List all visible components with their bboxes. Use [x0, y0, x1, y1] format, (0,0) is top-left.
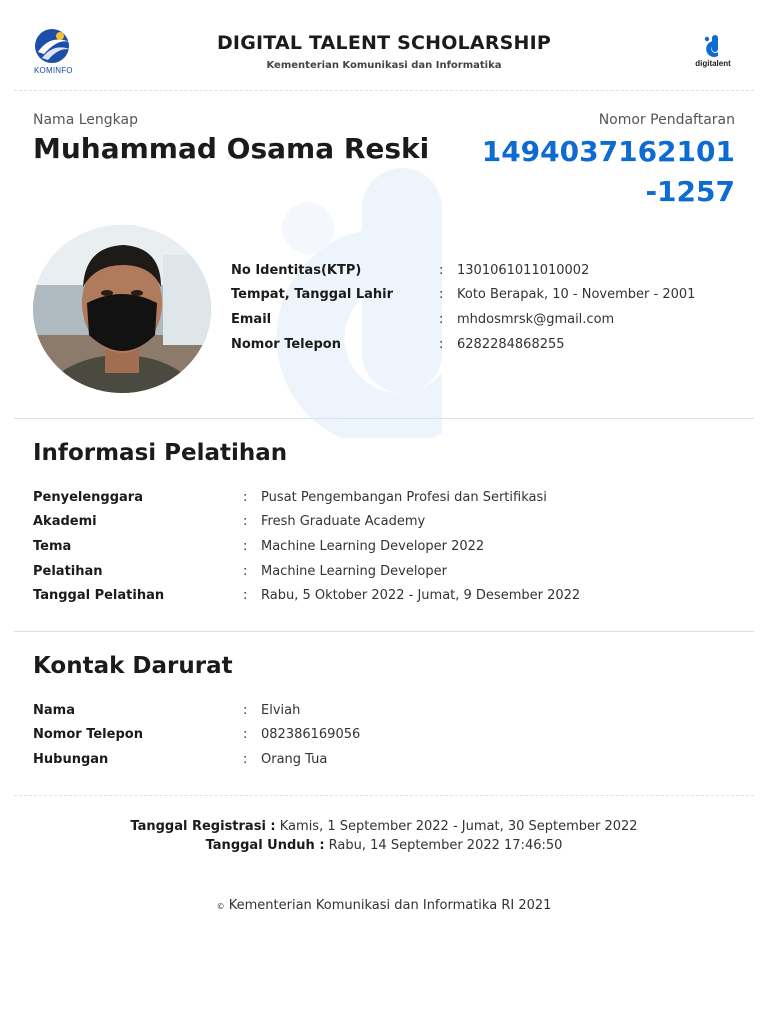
field-label: Hubungan — [33, 751, 109, 767]
download-date — [0, 838, 768, 853]
registration-date-value: Kamis, 1 September 2022 - Jumat, 30 September 2022 — [279, 819, 638, 834]
avatar — [33, 225, 211, 393]
training-row — [33, 485, 743, 510]
field-value: Koto Berapak, 10 - November - 2001 — [457, 287, 696, 303]
training-row — [33, 559, 743, 584]
training-row — [33, 534, 743, 559]
field-value: Elviah — [261, 702, 301, 718]
emergency-row — [33, 747, 743, 772]
document-subtitle: Kementerian Komunikasi dan Informatika — [266, 60, 502, 71]
identity-details — [231, 258, 741, 356]
copyright — [0, 898, 768, 913]
field-value: Rabu, 5 Oktober 2022 - Jumat, 9 Desember 2022 — [261, 588, 581, 604]
divider — [14, 90, 754, 91]
identity-row-phone — [231, 332, 741, 357]
training-details — [33, 485, 743, 608]
field-separator: : — [243, 727, 248, 743]
field-label: Email — [231, 311, 272, 327]
field-separator: : — [439, 311, 444, 327]
field-separator: : — [243, 489, 248, 505]
profile-photo — [33, 225, 211, 393]
header — [0, 0, 768, 90]
field-label: Tema — [33, 538, 72, 554]
document-title: DIGITAL TALENT SCHOLARSHIP — [216, 32, 552, 54]
field-separator: : — [243, 588, 248, 604]
registration-number: 1494037162101-1257 — [481, 135, 735, 208]
field-label: Nomor Telepon — [33, 727, 143, 743]
title-block — [0, 32, 768, 71]
emergency-row — [33, 723, 743, 748]
field-separator: : — [243, 514, 248, 530]
field-label: No Identitas(KTP) — [231, 262, 362, 278]
emergency-section-title: Kontak Darurat — [33, 653, 233, 679]
field-separator: : — [439, 262, 444, 278]
training-row — [33, 510, 743, 535]
divider — [14, 795, 754, 796]
registration-date-label: Tanggal Registrasi : — [130, 819, 276, 834]
identity-row-birth — [231, 283, 741, 308]
field-value: Machine Learning Developer 2022 — [261, 538, 485, 554]
field-label: Penyelenggara — [33, 489, 143, 505]
full-name: Muhammad Osama Reski — [33, 132, 430, 165]
emergency-details — [33, 698, 743, 772]
field-label: Pelatihan — [33, 563, 103, 579]
field-separator: : — [243, 702, 248, 718]
identity-row-ktp — [231, 258, 741, 283]
field-value: Orang Tua — [261, 751, 328, 767]
emergency-row — [33, 698, 743, 723]
field-label: Nomor Telepon — [231, 336, 341, 352]
divider — [14, 631, 754, 632]
registration-date — [0, 819, 768, 834]
field-value: Fresh Graduate Academy — [261, 514, 426, 530]
field-value: Machine Learning Developer — [261, 563, 447, 579]
registration-number-label: Nomor Pendaftaran — [598, 112, 735, 128]
field-value: mhdosmrsk@gmail.com — [457, 311, 615, 327]
copyright-icon: © — [216, 902, 225, 911]
download-date-label: Tanggal Unduh : — [205, 838, 325, 853]
kominfo-logo-text: KOMINFO — [34, 66, 73, 75]
field-value: Pusat Pengembangan Profesi dan Sertifikasi — [261, 489, 547, 505]
field-separator: : — [439, 336, 444, 352]
identity-row-email — [231, 307, 741, 332]
field-label: Tanggal Pelatihan — [33, 588, 165, 604]
training-row — [33, 583, 743, 608]
field-separator: : — [243, 538, 248, 554]
field-label: Nama — [33, 702, 75, 718]
name-label: Nama Lengkap — [33, 112, 138, 128]
field-value: 6282284868255 — [457, 336, 565, 352]
training-section-title: Informasi Pelatihan — [33, 440, 288, 466]
field-label: Akademi — [33, 514, 97, 530]
field-value: 082386169056 — [261, 727, 361, 743]
digitalent-logo-text: digitalent — [695, 59, 731, 68]
field-separator: : — [243, 751, 248, 767]
digitalent-logo — [688, 34, 738, 74]
download-date-value: Rabu, 14 September 2022 17:46:50 — [328, 838, 563, 853]
copyright-text: Kementerian Komunikasi dan Informatika RI 2021 — [228, 898, 552, 913]
field-label: Tempat, Tanggal Lahir — [231, 287, 394, 303]
field-separator: : — [243, 563, 248, 579]
field-separator: : — [439, 287, 444, 303]
field-value: 1301061011010002 — [457, 262, 590, 278]
digitalent-icon — [701, 34, 725, 58]
divider — [14, 418, 754, 419]
